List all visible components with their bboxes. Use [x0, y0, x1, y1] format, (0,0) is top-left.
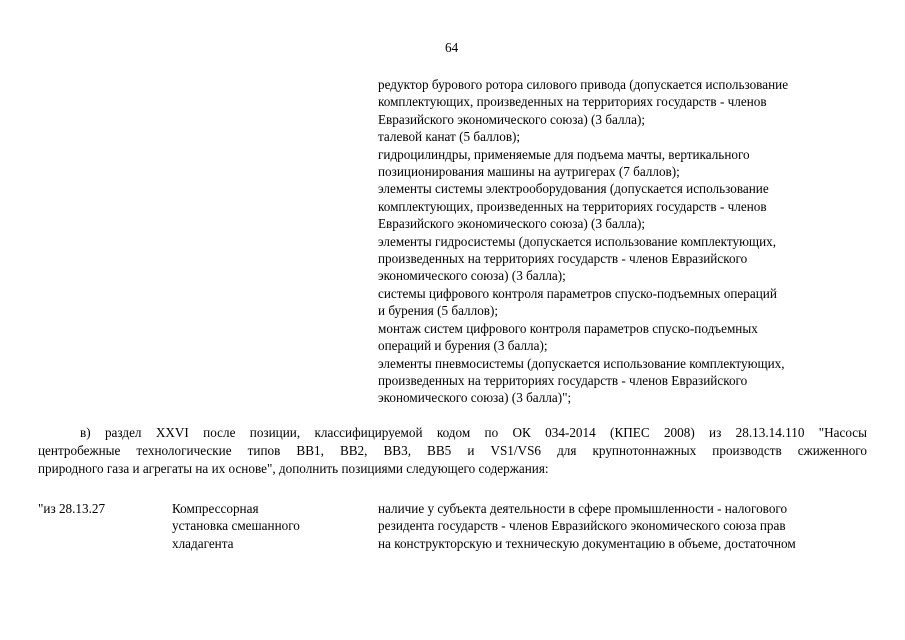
list-line: редуктор бурового ротора силового привода (допускается использование [378, 77, 789, 92]
list-line: произведенных на территориях государств - членов Евразийского [378, 251, 748, 267]
list-line: комплектующих, произведенных на территориях государств - членов [378, 198, 767, 214]
list-line: элементы системы электрооборудования (допускается использование [378, 181, 769, 197]
list-line: системы цифрового контроля параметров спуско-подъемных операций [378, 285, 777, 301]
list-line: элементы гидросистемы (допускается использование комплектующих, [378, 233, 777, 249]
requirements-list [378, 76, 878, 407]
product-name-line: Компрессорная [172, 501, 259, 516]
product-code-cell: "из 28.13.27 [38, 501, 106, 516]
list-line: монтаж систем цифрового контроля параметров спуско-подъемных [378, 320, 758, 336]
list-line: экономического союза) (3 балла)"; [378, 390, 572, 406]
list-line: Евразийского экономического союза) (3 балла); [378, 111, 646, 127]
requirement-line: наличие у субъекта деятельности в сфере промышленности - налогового [378, 501, 788, 516]
paragraph-line: в) раздел XXVI после позиции, классифицируемой кодом по ОК 034-2014 (КПЕС 2008) из 28.13.14.110 "Насосы [80, 425, 867, 440]
requirement-line: на конструкторскую и техническую документацию в объеме, достаточном [378, 535, 796, 551]
paragraph-line: центробежные технологические типов ВВ1, ВВ2, ВВ3, ВВ5 и VS1/VS6 для крупнотоннажных производств сжиженного [38, 443, 867, 458]
list-line: экономического союза) (3 балла); [378, 268, 566, 284]
requirement-cell [378, 500, 878, 552]
list-line: элементы пневмосистемы (допускается использование комплектующих, [378, 355, 785, 371]
requirement-line: резидента государств - членов Евразийского экономического союза прав [378, 518, 786, 534]
paragraph-line: природного газа и агрегаты на их основе", дополнить позициями следующего содержания: [38, 461, 549, 476]
product-name-line: установка смешанного [172, 518, 300, 534]
product-name-line: хладагента [172, 535, 234, 551]
page-number: 64 [445, 40, 459, 55]
list-line: позиционирования машины на аутригерах (7 баллов); [378, 164, 680, 180]
list-line: и бурения (5 баллов); [378, 303, 499, 319]
list-line: талевой канат (5 баллов); [378, 129, 521, 145]
list-line: Евразийского экономического союза) (3 балла); [378, 216, 646, 232]
product-name-cell [172, 500, 352, 552]
list-line: гидроцилиндры, применяемые для подъема мачты, вертикального [378, 146, 750, 162]
list-line: произведенных на территориях государств - членов Евразийского [378, 372, 748, 388]
list-line: операций и бурения (3 балла); [378, 338, 548, 354]
list-line: комплектующих, произведенных на территориях государств - членов [378, 94, 767, 110]
amendment-paragraph [38, 424, 867, 478]
